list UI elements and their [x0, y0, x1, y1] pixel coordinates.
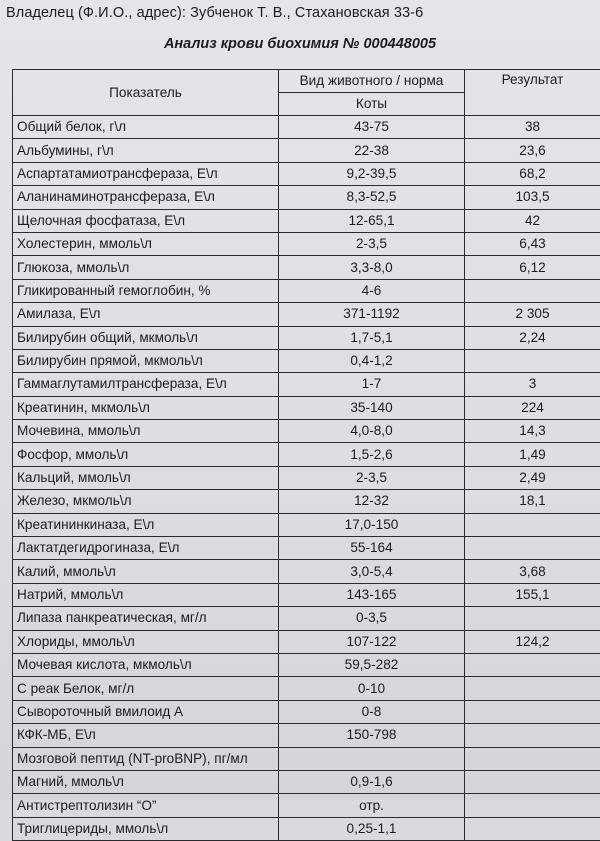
- table-row: [13, 724, 600, 747]
- indicator-name: Натрий, ммоль\л: [13, 583, 279, 606]
- indicator-name: Магний, ммоль\л: [13, 770, 279, 793]
- result-value: 3: [465, 373, 600, 396]
- result-value: [465, 537, 600, 560]
- indicator-name: Гликированный гемоглобин, %: [13, 279, 279, 302]
- indicator-name: Альбумины, г\л: [13, 139, 279, 162]
- table-row: [13, 326, 600, 349]
- norm-value: 1-7: [279, 373, 465, 396]
- indicator-name: Мочевина, ммоль\л: [13, 420, 279, 443]
- indicator-name: Мозговой пептид (NT-proBNP), пг/мл: [13, 747, 279, 770]
- norm-value: 2-3,5: [279, 466, 465, 489]
- result-value: [465, 653, 600, 676]
- norm-value: 4,0-8,0: [279, 420, 465, 443]
- norm-value: 9,2-39,5: [279, 162, 465, 185]
- norm-value: 22-38: [279, 139, 465, 162]
- indicator-name: Холестерин, ммоль\л: [13, 232, 279, 255]
- header-result: Результат: [465, 70, 600, 116]
- indicator-name: Железо, мкмоль\л: [13, 490, 279, 513]
- results-table: [12, 69, 600, 841]
- indicator-name: Аспартатамиотрансфераза, Е\л: [13, 162, 279, 185]
- norm-value: 371-1192: [279, 303, 465, 326]
- indicator-name: Креатинин, мкмоль\л: [13, 396, 279, 419]
- indicator-name: КФК-МБ, Е\л: [13, 724, 279, 747]
- norm-value: 1,7-5,1: [279, 326, 465, 349]
- result-value: [465, 279, 600, 302]
- norm-value: 17,0-150: [279, 513, 465, 536]
- result-value: [465, 724, 600, 747]
- result-value: 14,3: [465, 420, 600, 443]
- norm-value: 12-65,1: [279, 209, 465, 232]
- table-row: [13, 770, 600, 793]
- result-value: [465, 817, 600, 840]
- norm-value: 0,4-1,2: [279, 349, 465, 372]
- result-value: [465, 747, 600, 770]
- indicator-name: Триглицериды, ммоль\л: [13, 817, 279, 840]
- table-row: [13, 560, 600, 583]
- result-value: 23,6: [465, 139, 600, 162]
- result-value: 2,24: [465, 326, 600, 349]
- table-row: [13, 209, 600, 232]
- table-row: [13, 303, 600, 326]
- species-label: Коты: [279, 93, 465, 116]
- indicator-name: Креатининкиназа, Е\л: [13, 513, 279, 536]
- table-row: [13, 653, 600, 676]
- norm-value: 3,3-8,0: [279, 256, 465, 279]
- result-value: 103,5: [465, 186, 600, 209]
- result-value: [465, 677, 600, 700]
- table-row: [13, 794, 600, 817]
- indicator-name: Антистрептолизин “О”: [13, 794, 279, 817]
- result-value: 42: [465, 209, 600, 232]
- indicator-name: Лактатдегидрогиназа, Е\л: [13, 537, 279, 560]
- table-row: [13, 537, 600, 560]
- result-value: 6,43: [465, 232, 600, 255]
- norm-value: отр.: [279, 794, 465, 817]
- table-row: [13, 116, 600, 139]
- norm-value: 0-10: [279, 677, 465, 700]
- table-row: [13, 139, 600, 162]
- table-row: [13, 466, 600, 489]
- indicator-name: Аланинаминотрансфераза, Е\л: [13, 186, 279, 209]
- table-row: [13, 186, 600, 209]
- norm-value: 107-122: [279, 630, 465, 653]
- table-row: [13, 256, 600, 279]
- result-value: 68,2: [465, 162, 600, 185]
- norm-value: 143-165: [279, 583, 465, 606]
- result-value: 124,2: [465, 630, 600, 653]
- header-row: [13, 70, 600, 93]
- result-value: [465, 513, 600, 536]
- norm-value: 59,5-282: [279, 653, 465, 676]
- indicator-name: Билирубин общий, мкмоль\л: [13, 326, 279, 349]
- header-norm: Вид животного / норма: [279, 70, 465, 93]
- table-row: [13, 279, 600, 302]
- result-value: 224: [465, 396, 600, 419]
- result-value: [465, 607, 600, 630]
- table-row: [13, 349, 600, 372]
- table-row: [13, 396, 600, 419]
- norm-value: 0-8: [279, 700, 465, 723]
- indicator-name: Фосфор, ммоль\л: [13, 443, 279, 466]
- norm-value: 1,5-2,6: [279, 443, 465, 466]
- table-row: [13, 583, 600, 606]
- indicator-name: Калий, ммоль\л: [13, 560, 279, 583]
- table-row: [13, 232, 600, 255]
- indicator-name: Общий белок, г\л: [13, 116, 279, 139]
- result-value: 1,49: [465, 443, 600, 466]
- norm-value: 150-798: [279, 724, 465, 747]
- result-value: [465, 349, 600, 372]
- result-value: [465, 700, 600, 723]
- norm-value: [279, 747, 465, 770]
- result-value: 2 305: [465, 303, 600, 326]
- indicator-name: Щелочная фосфатаза, Е\л: [13, 209, 279, 232]
- table-row: [13, 443, 600, 466]
- indicator-name: Кальций, ммоль\л: [13, 466, 279, 489]
- table-row: [13, 747, 600, 770]
- table-row: [13, 607, 600, 630]
- norm-value: 2-3,5: [279, 232, 465, 255]
- indicator-name: Мочевая кислота, мкмоль\л: [13, 653, 279, 676]
- result-value: 2,49: [465, 466, 600, 489]
- result-value: 3,68: [465, 560, 600, 583]
- norm-value: 43-75: [279, 116, 465, 139]
- table-row: [13, 162, 600, 185]
- result-value: 18,1: [465, 490, 600, 513]
- table-row: [13, 490, 600, 513]
- indicator-name: С реак Белок, мг/л: [13, 677, 279, 700]
- table-row: [13, 630, 600, 653]
- norm-value: 3,0-5,4: [279, 560, 465, 583]
- table-row: [13, 817, 600, 840]
- norm-value: 35-140: [279, 396, 465, 419]
- table-row: [13, 420, 600, 443]
- indicator-name: Глюкоза, ммоль\л: [13, 256, 279, 279]
- header-indicator: Показатель: [13, 70, 279, 116]
- table-row: [13, 677, 600, 700]
- indicator-name: Сывороточный вмилоид А: [13, 700, 279, 723]
- result-value: 38: [465, 116, 600, 139]
- norm-value: 8,3-52,5: [279, 186, 465, 209]
- result-value: 6,12: [465, 256, 600, 279]
- result-value: [465, 794, 600, 817]
- indicator-name: Билирубин прямой, мкмоль\л: [13, 349, 279, 372]
- indicator-name: Амилаза, Е\л: [13, 303, 279, 326]
- owner-line: Владелец (Ф.И.О., адрес): Зубченок Т. В., Стахановская 33-6: [6, 5, 423, 21]
- table-row: [13, 700, 600, 723]
- indicator-name: Хлориды, ммоль\л: [13, 630, 279, 653]
- norm-value: 55-164: [279, 537, 465, 560]
- norm-value: 0,25-1,1: [279, 817, 465, 840]
- indicator-name: Липаза панкреатическая, мг/л: [13, 607, 279, 630]
- norm-value: 0-3,5: [279, 607, 465, 630]
- indicator-name: Гаммаглутамилтрансфераза, Е\л: [13, 373, 279, 396]
- table-row: [13, 513, 600, 536]
- table-row: [13, 373, 600, 396]
- result-value: [465, 770, 600, 793]
- norm-value: 12-32: [279, 490, 465, 513]
- norm-value: 0,9-1,6: [279, 770, 465, 793]
- document-title: Анализ крови биохимия № 000448005: [0, 36, 600, 52]
- norm-value: 4-6: [279, 279, 465, 302]
- result-value: 155,1: [465, 583, 600, 606]
